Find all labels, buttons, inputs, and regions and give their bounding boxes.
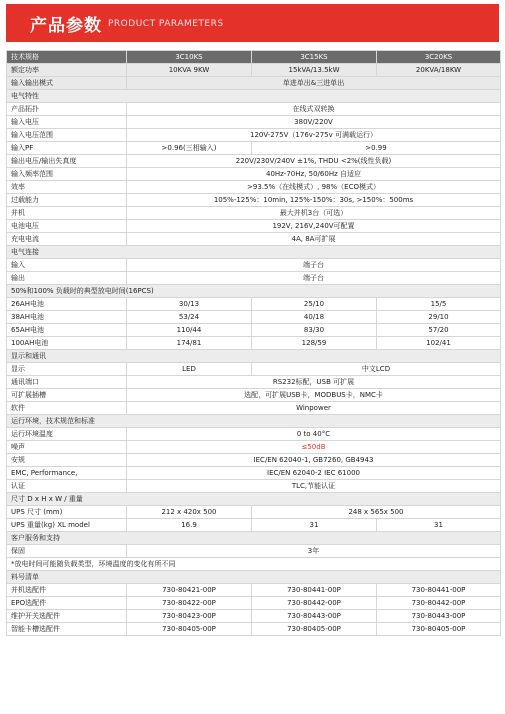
spec-row bbox=[7, 454, 501, 467]
spec-row bbox=[7, 402, 501, 415]
spec-label: 技术规格 bbox=[7, 51, 127, 64]
spec-value: 29/10 bbox=[377, 311, 501, 324]
section-header bbox=[7, 90, 501, 103]
spec-label: 额定功率 bbox=[7, 64, 127, 77]
spec-value: RS232标配，USB 可扩展 bbox=[127, 376, 501, 389]
spec-row bbox=[7, 363, 501, 376]
spec-value: 730-80405-00P bbox=[252, 623, 377, 636]
spec-value: 212 x 420x 500 bbox=[127, 506, 252, 519]
section-title: 客户服务和支持 bbox=[7, 532, 501, 545]
spec-row bbox=[7, 337, 501, 350]
spec-value: 16.9 bbox=[127, 519, 252, 532]
spec-label: UPS 重量(kg) XL model bbox=[7, 519, 127, 532]
spec-label: 输入电压 bbox=[7, 116, 127, 129]
spec-label: 38AH电池 bbox=[7, 311, 127, 324]
spec-value: 730-80441-00P bbox=[377, 584, 501, 597]
section-header bbox=[7, 246, 501, 259]
spec-label: 26AH电池 bbox=[7, 298, 127, 311]
spec-label: 充电电流 bbox=[7, 233, 127, 246]
section-title: 电气连接 bbox=[7, 246, 501, 259]
spec-row bbox=[7, 428, 501, 441]
spec-value: 端子台 bbox=[127, 259, 501, 272]
spec-value: 192V, 216V,240V可配置 bbox=[127, 220, 501, 233]
page-title: 产品参数 bbox=[30, 16, 102, 36]
section-header bbox=[7, 532, 501, 545]
section-title: 50%和100% 负载时的典型放电时间(16PCS) bbox=[7, 285, 501, 298]
spec-row bbox=[7, 64, 501, 77]
spec-row bbox=[7, 129, 501, 142]
spec-value: 最大并机3台（可选） bbox=[127, 207, 501, 220]
spec-row bbox=[7, 545, 501, 558]
spec-row bbox=[7, 116, 501, 129]
spec-value: 10KVA 9KW bbox=[127, 64, 252, 77]
section-header bbox=[7, 493, 501, 506]
spec-value: 105%-125%：10min, 125%-150%：30s, >150%：500ms bbox=[127, 194, 501, 207]
spec-row bbox=[7, 376, 501, 389]
spec-row bbox=[7, 389, 501, 402]
spec-value: 128/59 bbox=[252, 337, 377, 350]
spec-label: 输入PF bbox=[7, 142, 127, 155]
spec-value: TLC,节能认证 bbox=[127, 480, 501, 493]
spec-value: 20KVA/18KW bbox=[377, 64, 501, 77]
spec-label: 并机 bbox=[7, 207, 127, 220]
spec-value: 选配，可扩展USB卡，MODBUS卡，NMC卡 bbox=[127, 389, 501, 402]
spec-value: >93.5%（在线模式）, 98%（ECO模式） bbox=[127, 181, 501, 194]
spec-row bbox=[7, 194, 501, 207]
spec-value: 248 x 565x 500 bbox=[252, 506, 501, 519]
spec-row bbox=[7, 441, 501, 454]
spec-value: 31 bbox=[252, 519, 377, 532]
spec-value: 730-80443-00P bbox=[252, 610, 377, 623]
section-title: 尺寸 D x H x W / 重量 bbox=[7, 493, 501, 506]
spec-row bbox=[7, 207, 501, 220]
spec-row bbox=[7, 610, 501, 623]
spec-value: 730-80442-00P bbox=[252, 597, 377, 610]
spec-value: 单进单出&三进单出 bbox=[127, 77, 501, 90]
section-header bbox=[7, 571, 501, 584]
spec-table bbox=[6, 50, 501, 636]
spec-value: >0.99 bbox=[252, 142, 501, 155]
spec-label: 产品拓扑 bbox=[7, 103, 127, 116]
spec-value: 端子台 bbox=[127, 272, 501, 285]
spec-value: 0 to 40°C bbox=[127, 428, 501, 441]
spec-value: 220V/230V/240V ±1%, THDU <2%(线性负载) bbox=[127, 155, 501, 168]
spec-value: 730-80441-00P bbox=[252, 584, 377, 597]
spec-row bbox=[7, 597, 501, 610]
spec-value: Winpower bbox=[127, 402, 501, 415]
spec-label: 100AH电池 bbox=[7, 337, 127, 350]
spec-value: 在线式双转换 bbox=[127, 103, 501, 116]
spec-value: >0.96(三相输入) bbox=[127, 142, 252, 155]
spec-row bbox=[7, 103, 501, 116]
spec-value: IEC/EN 62040-1, GB7260, GB4943 bbox=[127, 454, 501, 467]
section-header bbox=[7, 415, 501, 428]
spec-row bbox=[7, 259, 501, 272]
spec-row bbox=[7, 272, 501, 285]
spec-row bbox=[7, 220, 501, 233]
spec-row bbox=[7, 467, 501, 480]
spec-label: 输入电压范围 bbox=[7, 129, 127, 142]
spec-value: 3C20KS bbox=[377, 51, 501, 64]
spec-row bbox=[7, 155, 501, 168]
spec-value: 120V-275V（176v-275v 可满载运行） bbox=[127, 129, 501, 142]
spec-value: 4A, 8A可扩展 bbox=[127, 233, 501, 246]
spec-value: 110/44 bbox=[127, 324, 252, 337]
page-subtitle: PRODUCT PARAMETERS bbox=[108, 19, 224, 29]
spec-row bbox=[7, 168, 501, 181]
spec-row bbox=[7, 233, 501, 246]
spec-label: 并机选配件 bbox=[7, 584, 127, 597]
spec-row bbox=[7, 181, 501, 194]
spec-value: 30/13 bbox=[127, 298, 252, 311]
spec-value: 730-80405-00P bbox=[377, 623, 501, 636]
spec-value: IEC/EN 62040-2 IEC 61000 bbox=[127, 467, 501, 480]
spec-row bbox=[7, 584, 501, 597]
spec-value: LED bbox=[127, 363, 252, 376]
spec-row bbox=[7, 324, 501, 337]
spec-value: 83/30 bbox=[252, 324, 377, 337]
spec-row bbox=[7, 519, 501, 532]
spec-label: 软件 bbox=[7, 402, 127, 415]
spec-value: 3C10KS bbox=[127, 51, 252, 64]
spec-row bbox=[7, 506, 501, 519]
spec-value: 102/41 bbox=[377, 337, 501, 350]
spec-label: 噪声 bbox=[7, 441, 127, 454]
spec-value: 25/10 bbox=[252, 298, 377, 311]
spec-row bbox=[7, 623, 501, 636]
spec-value: 3年 bbox=[127, 545, 501, 558]
spec-row bbox=[7, 311, 501, 324]
spec-label: 智能卡槽选配件 bbox=[7, 623, 127, 636]
spec-value: 730-80423-00P bbox=[127, 610, 252, 623]
spec-label: 显示 bbox=[7, 363, 127, 376]
spec-row bbox=[7, 298, 501, 311]
spec-value: 730-80405-00P bbox=[127, 623, 252, 636]
spec-label: EPO选配件 bbox=[7, 597, 127, 610]
spec-value: 15kVA/13.5kW bbox=[252, 64, 377, 77]
spec-value: 40/18 bbox=[252, 311, 377, 324]
section-title: 显示和通讯 bbox=[7, 350, 501, 363]
spec-value: 57/20 bbox=[377, 324, 501, 337]
spec-value: 730-80422-00P bbox=[127, 597, 252, 610]
section-title: 料号清单 bbox=[7, 571, 501, 584]
spec-row bbox=[7, 77, 501, 90]
spec-label: 可扩展插槽 bbox=[7, 389, 127, 402]
section-title: 电气特性 bbox=[7, 90, 501, 103]
spec-value: 380V/220V bbox=[127, 116, 501, 129]
spec-label: 安规 bbox=[7, 454, 127, 467]
section-title: 运行环境，技术规范和标准 bbox=[7, 415, 501, 428]
spec-label: 输出电压/输出失真度 bbox=[7, 155, 127, 168]
spec-value: 中文LCD bbox=[252, 363, 501, 376]
spec-label: 保固 bbox=[7, 545, 127, 558]
spec-label: 过载能力 bbox=[7, 194, 127, 207]
note-row bbox=[7, 558, 501, 571]
spec-label: 通讯端口 bbox=[7, 376, 127, 389]
spec-value: 730-80442-00P bbox=[377, 597, 501, 610]
section-header bbox=[7, 285, 501, 298]
spec-row bbox=[7, 480, 501, 493]
spec-label: 电池电压 bbox=[7, 220, 127, 233]
spec-label: 65AH电池 bbox=[7, 324, 127, 337]
section-header bbox=[7, 350, 501, 363]
spec-value: 3C15KS bbox=[252, 51, 377, 64]
spec-row bbox=[7, 51, 501, 64]
spec-value: 174/81 bbox=[127, 337, 252, 350]
spec-value: ≤50dB bbox=[127, 441, 501, 454]
spec-label: 输入频率范围 bbox=[7, 168, 127, 181]
spec-label: 输入 bbox=[7, 259, 127, 272]
spec-row bbox=[7, 142, 501, 155]
footnote: *放电时间可能随负载类型，环境温度的变化有所不同 bbox=[7, 558, 501, 571]
spec-value: 40Hz-70Hz, 50/60Hz 自适应 bbox=[127, 168, 501, 181]
spec-value: 730-80421-00P bbox=[127, 584, 252, 597]
spec-label: 输入输出模式 bbox=[7, 77, 127, 90]
spec-value: 31 bbox=[377, 519, 501, 532]
spec-value: 15/5 bbox=[377, 298, 501, 311]
spec-label: UPS 尺寸 (mm) bbox=[7, 506, 127, 519]
spec-label: 维护开关选配件 bbox=[7, 610, 127, 623]
spec-label: 运行环境温度 bbox=[7, 428, 127, 441]
spec-label: 认证 bbox=[7, 480, 127, 493]
header-banner bbox=[6, 4, 499, 42]
spec-label: EMC, Performance, bbox=[7, 467, 127, 480]
spec-label: 效率 bbox=[7, 181, 127, 194]
spec-value: 53/24 bbox=[127, 311, 252, 324]
spec-value: 730-80443-00P bbox=[377, 610, 501, 623]
spec-label: 输出 bbox=[7, 272, 127, 285]
